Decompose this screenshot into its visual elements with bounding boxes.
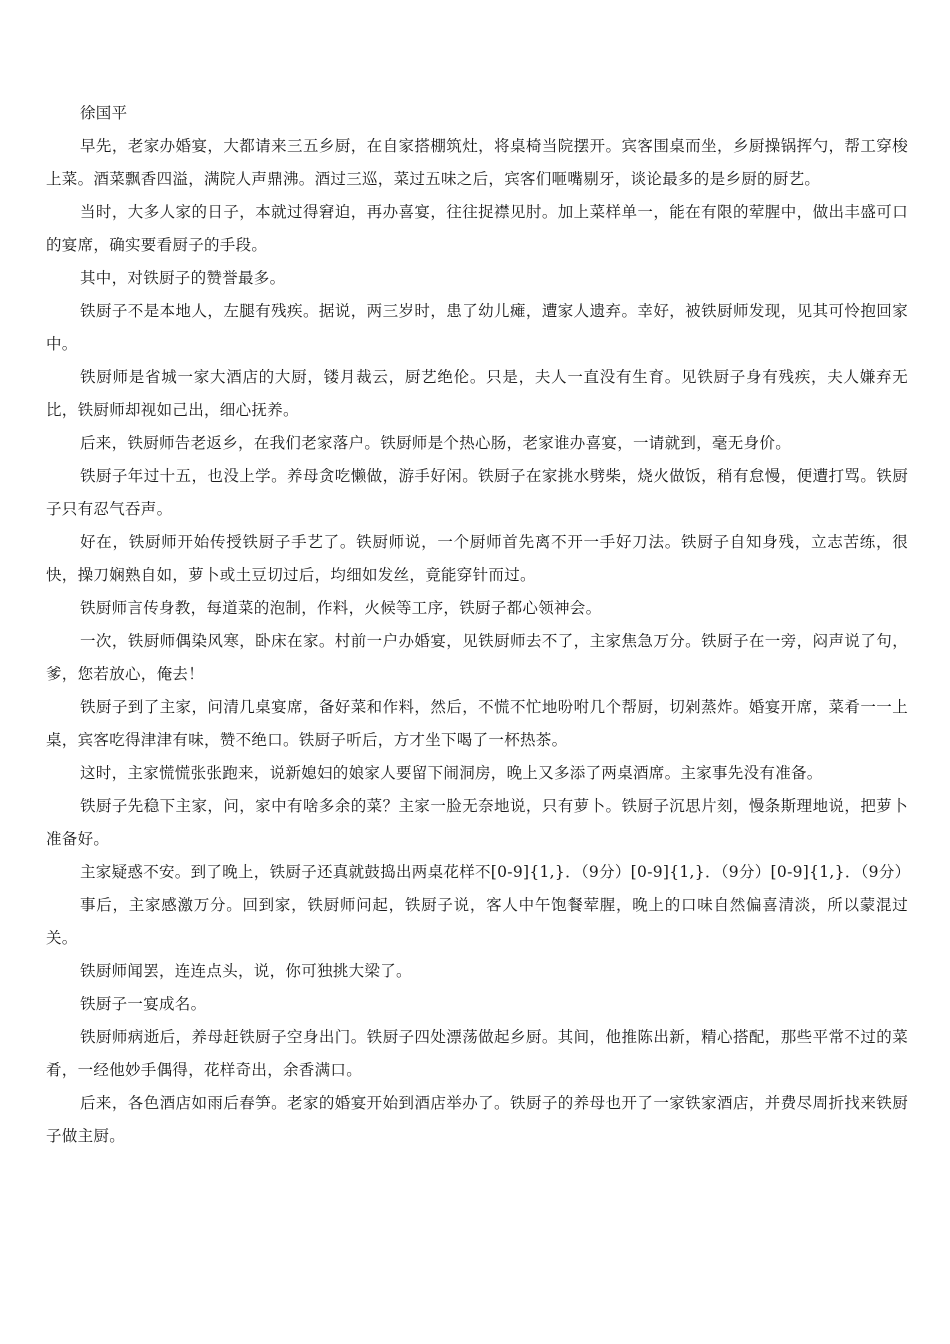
paragraph: 这时，主家慌慌张张跑来，说新媳妇的娘家人要留下闹洞房，晚上又多添了两桌酒席。主家事先没有准备。 [80, 764, 823, 782]
author-name: 徐国平 [80, 104, 128, 122]
paragraph: 其中，对铁厨子的赞誉最多。 [80, 269, 286, 287]
paragraph: 铁厨师闻罢，连连点头，说，你可独挑大梁了。 [80, 962, 412, 980]
article-body [46, 97, 911, 1153]
paragraph: 主家疑惑不安。到了晚上，铁厨子还真就鼓捣出两桌花样不[0-9]{1,}．（9分）[0-9]{1,}．（9分）[0-9]{1,}．（9分） [80, 863, 911, 881]
paragraph: 铁厨子先稳下主家，问，家中有啥多余的菜？主家一脸无奈地说，只有萝卜。铁厨子沉思片刻，慢条斯理地说，把萝卜准备好。 [46, 797, 908, 848]
paragraph: 铁厨师病逝后，养母赶铁厨子空身出门。铁厨子四处漂荡做起乡厨。其间，他推陈出新，精心搭配，那些平常不过的菜肴，一经他妙手偶得，花样奇出，余香满口。 [46, 1028, 908, 1079]
paragraph: 事后，主家感激万分。回到家，铁厨师问起，铁厨子说，客人中午饱餐荤腥，晚上的口味自然偏喜清淡，所以蒙混过关。 [46, 896, 908, 947]
paragraph: 当时，大多人家的日子，本就过得窘迫，再办喜宴，往往捉襟见肘。加上菜样单一，能在有限的荤腥中，做出丰盛可口的宴席，确实要看厨子的手段。 [46, 203, 908, 254]
paragraph: 铁厨子一宴成名。 [80, 995, 207, 1013]
paragraph: 早先，老家办婚宴，大都请来三五乡厨，在自家搭棚筑灶，将桌椅当院摆开。宾客围桌而坐，乡厨操锅挥勺，帮工穿梭上菜。酒菜飘香四溢，满院人声鼎沸。酒过三巡，菜过五味之后，宾客们咂嘴剔牙，谈论最多的是乡厨的厨艺。 [46, 137, 908, 188]
paragraph: 铁厨子年过十五，也没上学。养母贪吃懒做，游手好闲。铁厨子在家挑水劈柴，烧火做饭，稍有怠慢，便遭打骂。铁厨子只有忍气吞声。 [46, 467, 908, 518]
paragraph: 后来，铁厨师告老返乡，在我们老家落户。铁厨师是个热心肠，老家谁办喜宴，一请就到，毫无身价。 [80, 434, 792, 452]
paragraph: 好在，铁厨师开始传授铁厨子手艺了。铁厨师说，一个厨师首先离不开一手好刀法。铁厨子自知身残，立志苦练，很快，操刀娴熟自如，萝卜或土豆切过后，均细如发丝，竟能穿针而过。 [46, 533, 908, 584]
paragraph: 铁厨师是省城一家大酒店的大厨，镂月裁云，厨艺绝伦。只是，夫人一直没有生育。见铁厨子身有残疾，夫人嫌弃无比，铁厨师却视如己出，细心抚养。 [46, 368, 908, 419]
paragraph: 铁厨子不是本地人，左腿有残疾。据说，两三岁时，患了幼儿瘫，遭家人遗弃。幸好，被铁厨师发现，见其可怜抱回家中。 [46, 302, 908, 353]
paragraph: 后来，各色酒店如雨后春笋。老家的婚宴开始到酒店举办了。铁厨子的养母也开了一家铁家酒店，并费尽周折找来铁厨子做主厨。 [46, 1094, 908, 1145]
paragraph: 铁厨师言传身教，每道菜的泡制，作料，火候等工序，铁厨子都心领神会。 [80, 599, 602, 617]
paragraph: 铁厨子到了主家，问清几桌宴席，备好菜和作料，然后，不慌不忙地吩咐几个帮厨，切剁蒸炸。婚宴开席，菜肴一一上桌，宾客吃得津津有味，赞不绝口。铁厨子听后，方才坐下喝了一杯热茶。 [46, 698, 908, 749]
paragraph: 一次，铁厨师偶染风寒，卧床在家。村前一户办婚宴，见铁厨师去不了，主家焦急万分。铁厨子在一旁，闷声说了句，爹，您若放心，俺去！ [46, 632, 908, 683]
